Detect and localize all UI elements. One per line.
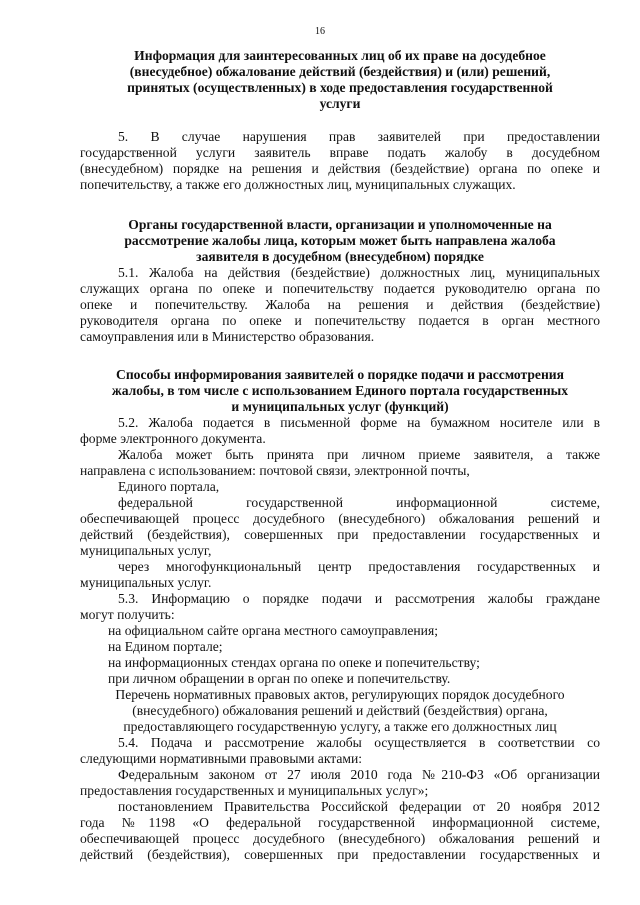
list-item: на Едином портале;	[108, 639, 223, 654]
heading-normative-acts: Перечень нормативных правовых актов, регулирующих порядок досудебного (внесудебного) обжалования решений и действий (бездействия) органа, предоставляющего государственную услугу, а также его должностных лиц	[115, 687, 565, 734]
paragraph-5-1: 5.1. Жалоба на действия (бездействие) должностных лиц, муниципальных служащих органа по опеке и попечительству подается руководителю органа по опеке и попечительству. Жалоба на решения и действия (бездействие) руководителя органа по опеке и попечительству подается в орган местного самоуправления или в Министерство образования.	[80, 265, 600, 344]
heading-complaint-bodies: Органы государственной власти, организации и уполномоченные на рассмотрение жалобы лица, которым может быть направлена жалоба заявителя в досудебном (внесудебном) порядке	[124, 217, 556, 264]
list-item: на официальном сайте органа местного самоуправления;	[108, 623, 438, 638]
list-item: на информационных стендах органа по опеке и попечительству;	[108, 655, 480, 670]
heading-appeal-rights: Информация для заинтересованных лиц об их праве на досудебное (внесудебное) обжалование действий (бездействия) и (или) решений, принятых (осуществленных) в ходе предоставления государственной услуги	[127, 48, 553, 111]
paragraph-5-4: 5.4. Подача и рассмотрение жалобы осуществляется в соответствии со следующими нормативными правовыми актами: Федеральным законом от 27 июля 2010 года №210-ФЗ «Об организации предоставления государственных и муниципальных услуг»; постановлением Правительства Российской федерации от 20 ноября 2012 года №1198 «О федеральной государственной информационной системе, обеспечивающей процесс досудебного (внесудебного) обжалования решений и действий (бездействия), совершенных при предоставлении государственных и	[80, 735, 600, 862]
paragraph-5: 5. В случае нарушения прав заявителей при предоставлении государственной услуги заявитель вправе подать жалобу в досудебном (внесудебном) порядке на решения и действия (бездействие) органа по опеке и попечительству, а также его должностных лиц, муниципальных служащих.	[80, 129, 600, 192]
document-body	[80, 48, 600, 863]
paragraph-5-3: 5.3. Информацию о порядке подачи и рассмотрения жалобы граждане могут получить: на официальном сайте органа местного самоуправления; на Едином портале; на информационных стендах органа по опеке и попечительству; при личном обращении в орган по опеке и попечительству.	[80, 591, 600, 686]
paragraph-5-2: 5.2. Жалоба подается в письменной форме на бумажном носителе или в форме электронного документа. Жалоба может быть принята при личном приеме заявителя, а также направлена с использованием: почтовой связи, электронной почты, Единого портала, федеральной государственной информационной системе, обеспечивающей процесс досудебного (внесудебного) обжалования решений и действий (бездействия), совершенных при предоставлении государственных и муниципальных услуг, через многофункциональный центр предоставления государственных и муниципальных услуг.	[80, 415, 600, 590]
list-item: при личном обращении в орган по опеке и попечительству.	[108, 671, 451, 686]
page-number: 16	[315, 26, 325, 37]
heading-informing-methods: Способы информирования заявителей о порядке подачи и рассмотрения жалобы, в том числе с использованием Единого портала государственных и муниципальных услуг (функций)	[111, 367, 569, 414]
